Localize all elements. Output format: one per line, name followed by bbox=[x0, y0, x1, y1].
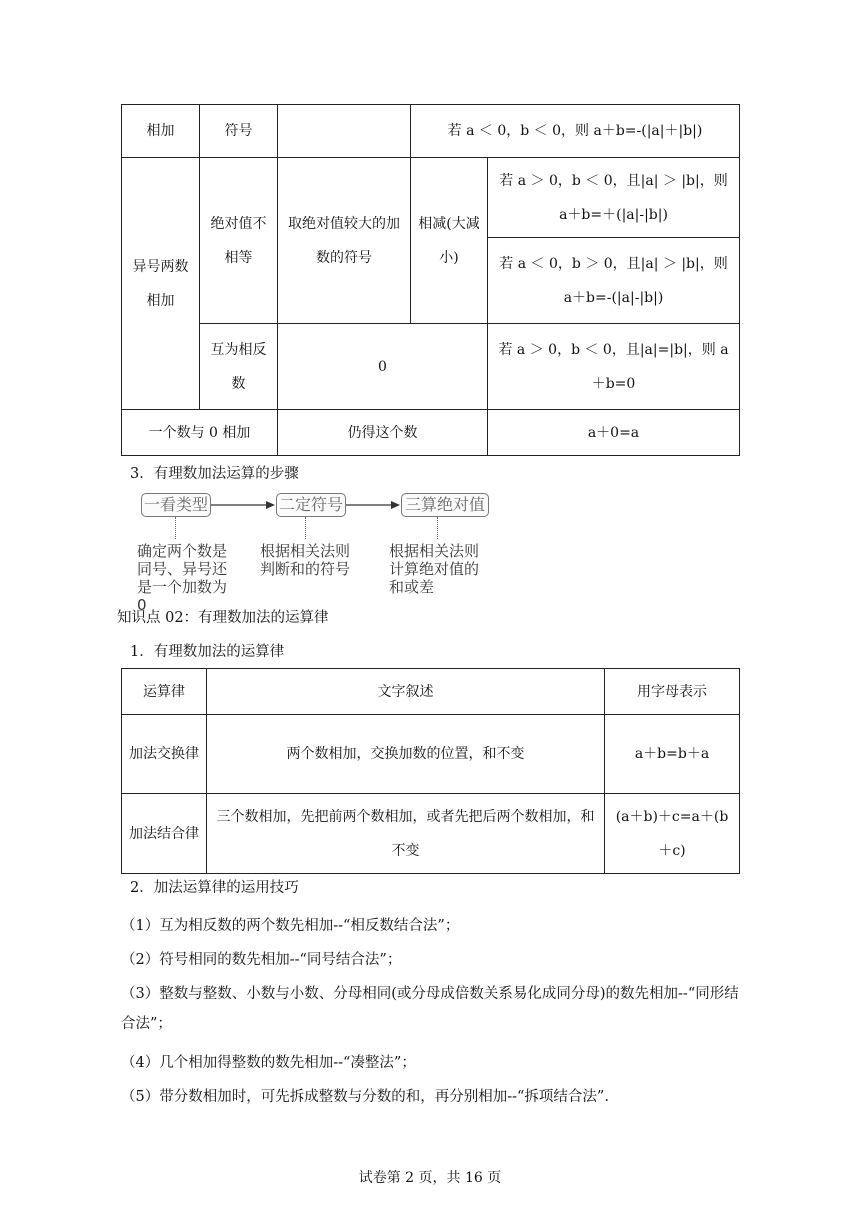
table-cell: 若 a ＞ 0，b ＜ 0，且|a| ＞ |b|，则 a＋b=＋(|a|-|b|) bbox=[488, 158, 740, 238]
flow-step-box: 三算绝对值 bbox=[401, 493, 489, 517]
table-cell: 加法结合律 bbox=[122, 794, 207, 874]
table-cell: 相减(大减小) bbox=[411, 158, 488, 324]
arrow-head-icon bbox=[266, 501, 275, 509]
tip-item: （4）几个相加得整数的数先相加--“凑整法”； bbox=[121, 1055, 416, 1071]
arrow-head-icon bbox=[391, 501, 400, 509]
table-row bbox=[122, 794, 740, 874]
tip-item: （1）互为相反数的两个数先相加--“相反数结合法”； bbox=[121, 918, 460, 934]
subsection-title: 2．加法运算律的运用技巧 bbox=[130, 880, 299, 896]
subsection-title: 1．有理数加法的运算律 bbox=[130, 644, 285, 660]
knowledge-point-title: 知识点 02：有理数加法的运算律 bbox=[117, 610, 329, 626]
tip-item: （2）符号相同的数先相加--“同号结合法”； bbox=[121, 952, 402, 968]
table-cell: 符号 bbox=[200, 105, 278, 158]
flow-connector bbox=[437, 517, 438, 539]
section-title: 3．有理数加法运算的步骤 bbox=[130, 466, 299, 482]
column-header: 文字叙述 bbox=[207, 669, 605, 715]
table-cell: 三个数相加，先把前两个数相加，或者先把后两个数相加，和不变 bbox=[207, 794, 605, 874]
table-cell: 互为相反数 bbox=[200, 324, 278, 410]
table-cell: 0 bbox=[278, 324, 488, 410]
table-cell: 加法交换律 bbox=[122, 715, 207, 794]
tip-item: （5）带分数相加时，可先拆成整数与分数的和，再分别相加--“拆项结合法”. bbox=[121, 1089, 609, 1105]
table-cell: 若 a ＜ 0，b ＞ 0，且|a| ＞ |b|，则 a＋b=-(|a|-|b|) bbox=[488, 238, 740, 324]
page-footer: 试卷第 2 页，共 16 页 bbox=[358, 1170, 502, 1186]
flow-connector bbox=[175, 517, 176, 539]
flow-step-box: 二定符号 bbox=[276, 493, 346, 517]
tip-item: （3）整数与整数、小数与小数、分母相同(或分母成倍数关系易化成同分母)的数先相加--“同形结合法”； bbox=[121, 986, 739, 1032]
table-cell: 两个数相加，交换加数的位置，和不变 bbox=[207, 715, 605, 794]
table-header-row bbox=[122, 669, 740, 715]
flow-step-description: 确定两个数是同号、异号还是一个加数为0 bbox=[137, 542, 228, 614]
column-header: 运算律 bbox=[122, 669, 207, 715]
table-cell: 仍得这个数 bbox=[278, 410, 488, 456]
table-cell: (a＋b)＋c=a＋(b＋c) bbox=[605, 794, 740, 874]
table-cell: 相加 bbox=[122, 105, 200, 158]
flow-step-box: 一看类型 bbox=[141, 493, 211, 517]
flow-step-description: 根据相关法则计算绝对值的和或差 bbox=[389, 542, 480, 596]
table-cell: 异号两数相加 bbox=[122, 158, 200, 410]
table-cell: a＋0=a bbox=[488, 410, 740, 456]
table-cell: a＋b=b＋a bbox=[605, 715, 740, 794]
column-header: 用字母表示 bbox=[605, 669, 740, 715]
table-cell: 若 a ＜ 0，b ＜ 0，则 a＋b=-(|a|＋|b|) bbox=[411, 105, 740, 158]
table-row bbox=[122, 715, 740, 794]
table-cell: 一个数与 0 相加 bbox=[122, 410, 278, 456]
flow-connector bbox=[305, 517, 306, 539]
table-cell: 取绝对值较大的加数的符号 bbox=[278, 158, 411, 324]
flow-step-description: 根据相关法则判断和的符号 bbox=[260, 542, 351, 578]
table-cell: 绝对值不相等 bbox=[200, 158, 278, 324]
table-cell: 若 a ＞ 0，b ＜ 0，且|a|=|b|，则 a＋b=0 bbox=[488, 324, 740, 410]
addition-laws-table bbox=[121, 668, 740, 874]
